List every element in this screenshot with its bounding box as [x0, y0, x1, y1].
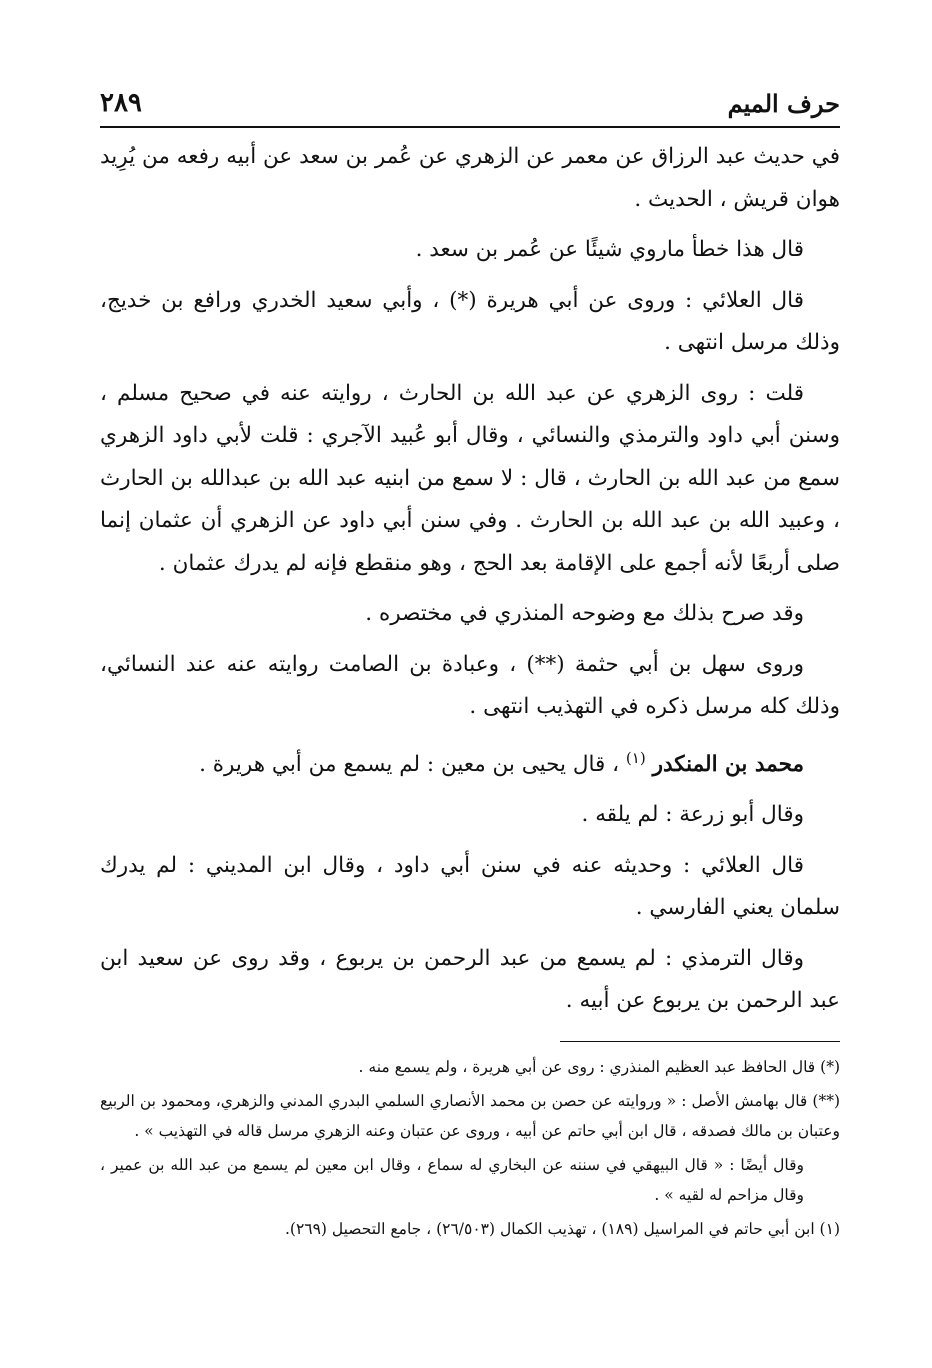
paragraph: وقال الترمذي : لم يسمع من عبد الرحمن بن يربوع ، وقد روى عن سعيد ابن عبد الرحمن بن يربوع عن أبيه . — [100, 945, 840, 1014]
entry-name: محمد بن المنكدر — [652, 751, 804, 777]
paragraph: في حديث عبد الرزاق عن معمر عن الزهري عن عُمر بن سعد عن أبيه رفعه من يُرِيد هوان قريش ، الحديث . — [100, 144, 840, 212]
paragraph: قلت : روى الزهري عن عبد الله بن الحارث ، روايته عنه في صحيح مسلم ، وسنن أبي داود والترمذي والنسائي ، وقال أبو عُبيد الآجري : قلت لأبي داود الزهري سمع من عبد الله بن الحارث ، قال : لا سمع من ابنيه عبد الله بن عبدالله بن الحارث ، وعبيد الله بن عبد الله بن الحارث . وفي سنن أبي داود عن الزهري أن عثمان إنما صلى أربعًا لأنه أجمع على الإقامة بعد الحج ، وهو منقطع فإنه لم يدرك عثمان . — [100, 380, 840, 576]
paragraph: قال العلائي : وروى عن أبي هريرة (*) ، وأبي سعيد الخدري ورافع بن خديج، وذلك مرسل انتهى . — [100, 287, 840, 355]
body-text — [100, 136, 840, 1031]
footnote-ref: (١) — [625, 748, 646, 767]
footnote: (**) قال بهامش الأصل : « وروايته عن حصن بن محمد الأنصاري السلمي البدري المدني والزهري، ومحمود بن الربيع وعتبان بن مالك فصدقه ، قال ابن أبي حاتم عن أبيه ، وروى عن عتبان وعنه الزهري مرسل قاله في التهذيب » . — [100, 1092, 840, 1140]
footnote: (*) قال الحافظ عبد العظيم المنذري : روى عن أبي هريرة ، ولم يسمع منه . — [358, 1058, 840, 1076]
paragraph: قال هذا خطأ ماروي شيئًا عن عُمر بن سعد . — [415, 237, 804, 262]
header-rule — [100, 126, 840, 128]
paragraph: وقد صرح بذلك مع وضوحه المنذري في مختصره . — [365, 601, 804, 626]
paragraph: وقال أبو زرعة : لم يلقه . — [581, 802, 804, 828]
paragraph: وروى سهل بن أبي حثمة (**) ، وعبادة بن الصامت روايته عنه عند النسائي، وذلك كله مرسل ذكره في التهذيب انتهى . — [100, 651, 840, 719]
entry-paragraph — [100, 737, 840, 787]
page-number: ٢٨٩ — [100, 88, 142, 118]
page-header — [100, 80, 840, 118]
footnote-rule — [560, 1041, 840, 1042]
entry-text: ، قال يحيى بن معين : لم يسمع من أبي هريرة . — [199, 751, 626, 777]
footnotes — [100, 1052, 840, 1248]
paragraph: قال العلائي : وحديثه عنه في سنن أبي داود ، وقال ابن المديني : لم يدرك سلمان يعني الفارسي . — [100, 852, 840, 921]
footnote: (١) ابن أبي حاتم في المراسيل (١٨٩) ، تهذيب الكمال (٢٦/٥٠٣) ، جامع التحصيل (٢٦٩). — [284, 1220, 840, 1238]
running-title: حرف الميم — [727, 89, 840, 118]
footnote-continuation: وقال أيضًا : « قال البيهقي في سننه عن البخاري له سماع ، وقال ابن معين لم يسمع من عبد الله بن عمير ، وقال مزاحم له لقيه » . — [100, 1156, 804, 1204]
